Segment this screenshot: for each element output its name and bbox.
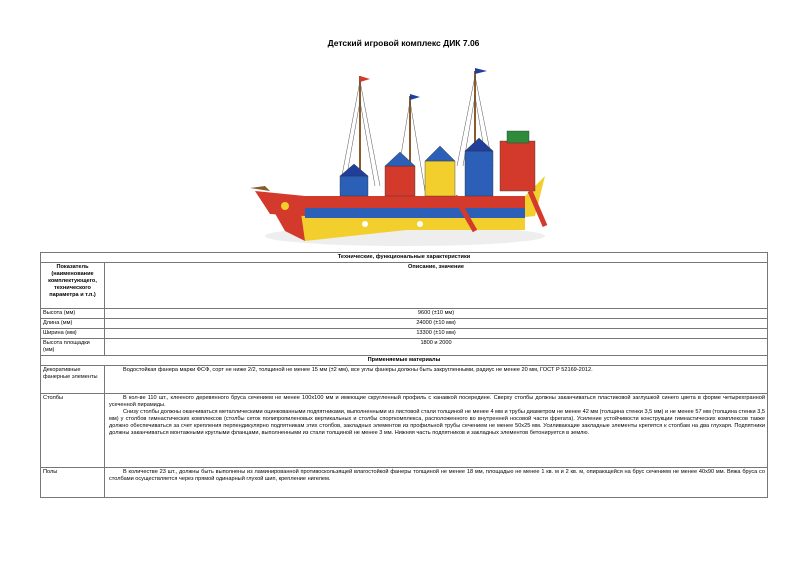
table-row bbox=[41, 366, 768, 394]
material-description bbox=[105, 394, 768, 468]
table-row bbox=[41, 319, 768, 329]
material-description bbox=[105, 468, 768, 498]
material-text: В кол-ве 110 шт., клееного деревянного бруса сечением не менее 100х100 мм и имеющие скругленный профиль с канавкой посередине. Сверху столбы должны заканчиваться пластиковой заглушкой синего цвета в форме четырехгранной усеченной пирамиды. bbox=[109, 395, 765, 408]
material-name: Столбы bbox=[41, 394, 105, 468]
param-name: Ширина (мм) bbox=[41, 329, 105, 339]
table-row bbox=[41, 309, 768, 319]
param-value: 1800 и 2000 bbox=[105, 339, 768, 356]
param-value: 24000 (±10 мм) bbox=[105, 319, 768, 329]
param-value: 9600 (±10 мм) bbox=[105, 309, 768, 319]
param-name: Высота площадки (мм) bbox=[41, 339, 105, 356]
param-value: 13300 (±10 мм) bbox=[105, 329, 768, 339]
table-row bbox=[41, 339, 768, 356]
page-title: Детский игровой комплекс ДИК 7.06 bbox=[327, 38, 480, 48]
playground-ship-illustration bbox=[245, 56, 570, 248]
material-name: Декоративные фанерные элементы bbox=[41, 366, 105, 394]
materials-section-header: Применяемые материалы bbox=[41, 356, 768, 366]
param-name: Длина (мм) bbox=[41, 319, 105, 329]
column-header-description: Описание, значение bbox=[105, 263, 768, 309]
tech-section-header: Технические, функциональные характеристики bbox=[41, 253, 768, 263]
material-text: Водостойкая фанера марки ФСФ, сорт не ниже 2/2, толщиной не менее 15 мм (±2 мм), все углы фанеры должны быть закругленными, радиус не менее 20 мм, ГОСТ Р 52169-2012. bbox=[123, 367, 593, 373]
material-text: В количестве 23 шт., должны быть выполнены из ламинированной противоскользящей влагостойкой фанеры толщиной не менее 18 мм, площадью не менее 1 кв. м и 2 кв. м, опирающейся на брус сечением не менее 40х90 мм. Вяжа бруса со столбами осуществляется через прямой одинарный глухой шип, крепление нигелем. bbox=[109, 469, 765, 482]
table-row bbox=[41, 468, 768, 498]
column-header-parameter: Показатель (наименование комплектующего, технического параметра и т.п.) bbox=[41, 263, 105, 309]
table-row bbox=[41, 394, 768, 468]
spec-table bbox=[40, 252, 768, 498]
material-text: Снизу столбы должны оканчиваться металлическими оцинкованными подпятниками, выполненными из листовой стали толщиной не менее 4 мм и трубы диаметром не менее 42 мм (толщина стенки 3,5 мм) и не менее 57 мм (толщина стенки 3,5 мм) у столбов гимнастических комплексов (столбы сеток полипропиленовых вертикальных и столбы спорткомплекса, расположенного во внутренней носовой части фрегата). Усиление устойчивости конструкции гимнастических комплексов также должно обеспечиваться за счет крепления перпендикулярно подпятникам этих столбов, закладных элементов из профильной трубы сечением не менее 50х25 мм. Усиливающие закладные элементы крепятся к столбам на два глухаря. Подпятники должны заканчиваться монтажными круглыми фланцами, выполненными из стали толщиной не менее 3 мм. Нижняя часть подпятников и закладных элементов бетонируется в землю. bbox=[109, 409, 765, 436]
material-description bbox=[105, 366, 768, 394]
param-name: Высота (мм) bbox=[41, 309, 105, 319]
material-name: Полы bbox=[41, 468, 105, 498]
table-row bbox=[41, 329, 768, 339]
